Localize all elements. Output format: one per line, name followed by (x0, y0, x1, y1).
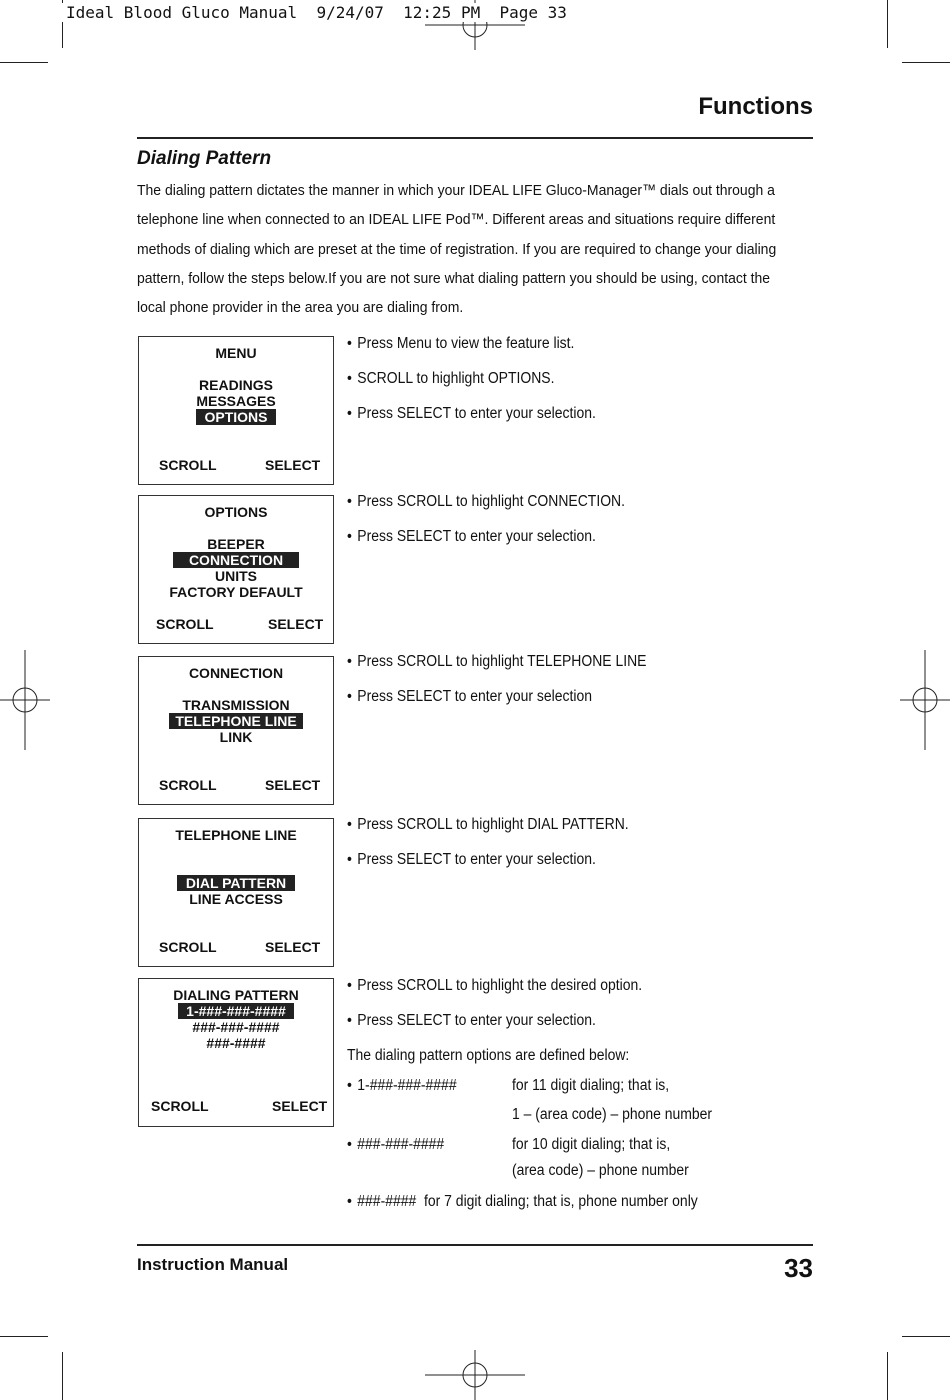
screen-title: OPTIONS (204, 504, 268, 520)
option-description: for 7 digit dialing; that is, phone number only (424, 1193, 698, 1210)
screen-item: BEEPER (207, 536, 265, 552)
screen-title: TELEPHONE LINE (175, 827, 297, 843)
section-title: Dialing Pattern (137, 148, 272, 169)
crop-mark (887, 0, 888, 48)
print-slug: Ideal Blood Gluco Manual 9/24/07 12:25 PM Page 33 (62, 3, 571, 22)
intro-paragraph (137, 176, 813, 322)
lcd-screen-dialing-pattern (138, 978, 334, 1127)
lcd-screen-options (138, 495, 334, 644)
crop-mark (902, 1336, 950, 1337)
screen-item: LINK (219, 729, 253, 745)
step-bullet: • Press SCROLL to highlight DIAL PATTERN. (347, 816, 629, 833)
crop-mark (0, 62, 48, 63)
option-pattern: • 1-###-###-#### (347, 1077, 457, 1094)
select-softkey: SELECT (265, 939, 321, 955)
intro-line: local phone provider in the area you are dialing from. (137, 299, 464, 317)
footer-manual-label: Instruction Manual (137, 1255, 289, 1274)
intro-line: The dialing pattern dictates the manner in which your IDEAL LIFE Gluco-Manager™ dials out through a (137, 182, 775, 199)
crop-mark (0, 1336, 48, 1337)
registration-mark-bottom (425, 1350, 525, 1400)
crop-mark (62, 1352, 63, 1400)
screen-item: TRANSMISSION (182, 697, 290, 713)
step-bullet: • Press SELECT to enter your selection. (347, 1012, 596, 1029)
lcd-screen-connection (138, 656, 334, 805)
screen-item: LINE ACCESS (189, 891, 283, 907)
scroll-softkey: SCROLL (159, 457, 217, 473)
screen-item: READINGS (199, 377, 273, 393)
screen-item-highlighted: OPTIONS (196, 409, 275, 425)
screen-item-highlighted: DIAL PATTERN (177, 875, 295, 891)
intro-line: pattern, follow the steps below.If you are not sure what dialing pattern you should be using, contact the (137, 269, 771, 287)
step-bullet: • Press SELECT to enter your selection (347, 688, 592, 705)
step-bullet: • Press SCROLL to highlight the desired option. (347, 977, 643, 994)
option-pattern: • ###-#### for 7 digit dialing; that is, phone number only (347, 1193, 698, 1210)
screen-title: CONNECTION (188, 665, 284, 681)
screen-item-highlighted: 1-###-###-#### (178, 1003, 294, 1019)
option-description: for 11 digit dialing; that is, (512, 1077, 670, 1094)
scroll-softkey: SCROLL (159, 777, 217, 793)
screen-item: MESSAGES (196, 393, 276, 409)
option-detail: (area code) – phone number (512, 1162, 689, 1179)
select-softkey: SELECT (272, 1098, 328, 1114)
step-bullet: • Press SELECT to enter your selection. (347, 405, 596, 422)
crop-mark (887, 1352, 888, 1400)
option-description: for 10 digit dialing; that is, (512, 1136, 671, 1153)
registration-mark-left (0, 650, 50, 750)
option-pattern: • ###-###-#### (347, 1136, 445, 1153)
scroll-softkey: SCROLL (159, 939, 217, 955)
lcd-screen-menu (138, 336, 334, 485)
screen-item: UNITS (215, 568, 257, 584)
select-softkey: SELECT (265, 777, 321, 793)
step-bullet: • Press SELECT to enter your selection. (347, 528, 596, 545)
intro-line: telephone line when connected to an IDEAL LIFE Pod™. Different areas and situations require different (137, 211, 776, 229)
step-bullet: • Press Menu to view the feature list. (347, 335, 575, 352)
screen-item-highlighted: CONNECTION (173, 552, 299, 568)
crop-mark (902, 62, 950, 63)
scroll-softkey: SCROLL (156, 616, 214, 632)
screen-title: DIALING PATTERN (173, 987, 299, 1003)
option-detail: 1 – (area code) – phone number (512, 1106, 713, 1123)
step-bullet: • SCROLL to highlight OPTIONS. (347, 370, 555, 387)
registration-mark-right (900, 650, 950, 750)
screen-item: ###-###-#### (192, 1019, 280, 1035)
page-header-title: Functions (698, 93, 813, 120)
step-bullet: • Press SELECT to enter your selection. (347, 851, 596, 868)
select-softkey: SELECT (265, 457, 321, 473)
screen-item: ###-#### (206, 1035, 266, 1051)
step-bullet: • Press SCROLL to highlight TELEPHONE LINE (347, 653, 647, 670)
lcd-screen-telephone-line (138, 818, 334, 967)
screen-item-highlighted: TELEPHONE LINE (169, 713, 302, 729)
options-intro: The dialing pattern options are defined below: (347, 1047, 630, 1064)
select-softkey: SELECT (268, 616, 324, 632)
page-number: 33 (784, 1253, 813, 1283)
footer-rule (137, 1244, 813, 1246)
screen-item: FACTORY DEFAULT (169, 584, 303, 600)
scroll-softkey: SCROLL (151, 1098, 209, 1114)
screen-title: MENU (215, 345, 257, 361)
step-bullet: • Press SCROLL to highlight CONNECTION. (347, 493, 626, 510)
header-rule (137, 137, 813, 139)
intro-line: methods of dialing which are preset at the time of registration. If you are required to change your dialing (137, 240, 777, 258)
